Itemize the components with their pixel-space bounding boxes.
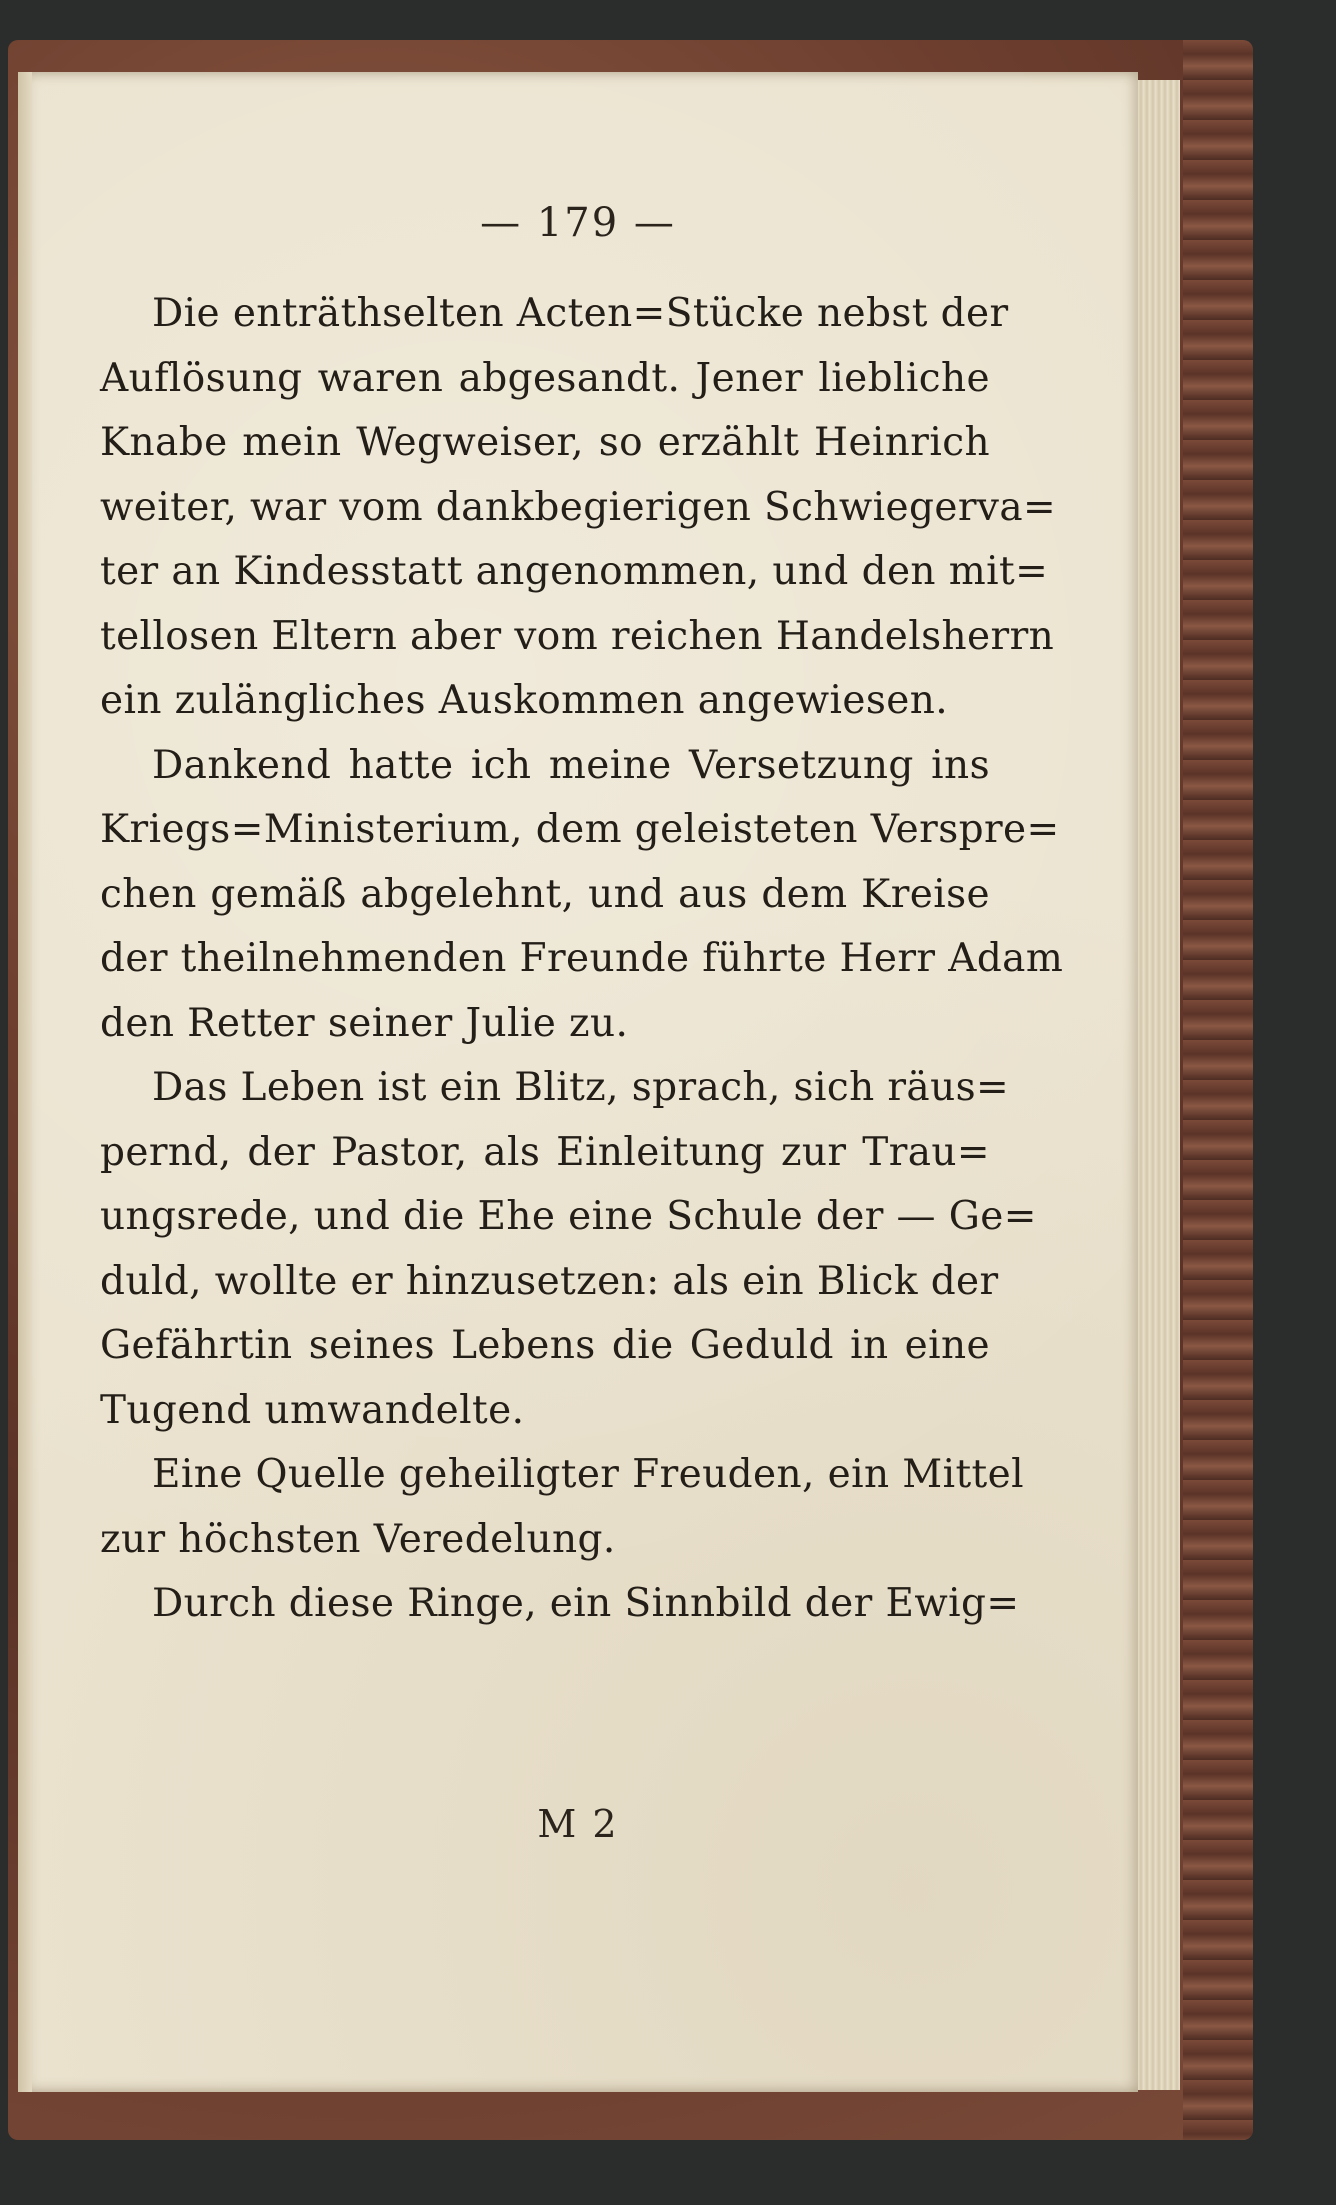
text-line: zur höchsten Veredelung.	[100, 1516, 616, 1562]
text-line: pernd, der Pastor, als Einleitung zur Trau=	[100, 1129, 990, 1175]
cover-edge	[1183, 40, 1253, 2140]
text-line: Die enträthselten Acten=Stücke nebst der	[152, 291, 1009, 336]
text-line: Auflösung waren abgesandt. Jener liebliche	[100, 355, 990, 401]
text-line: weiter, war vom dankbegierigen Schwiegerva=	[100, 484, 1057, 530]
book-page	[18, 72, 1138, 2092]
text-line: duld, wollte er hinzusetzen: als ein Blick der	[100, 1258, 999, 1304]
signature-mark: M 2	[537, 1802, 619, 1846]
text-line: Kriegs=Ministerium, dem geleisteten Verspre=	[100, 807, 1060, 852]
page-number-header: — 179 —	[480, 200, 676, 246]
text-line: chen gemäß abgelehnt, und aus dem Kreise	[100, 871, 990, 917]
text-line: den Retter seiner Julie zu.	[100, 1000, 629, 1046]
text-line: ein zulängliches Auskommen angewiesen.	[100, 678, 949, 723]
page-body-text	[100, 282, 1064, 1637]
text-line: ter an Kindesstatt angenommen, und den mit=	[100, 549, 1049, 594]
page-gutter	[18, 72, 32, 2092]
text-line: Tugend umwandelte.	[100, 1387, 525, 1433]
text-line: Gefährtin seines Lebens die Geduld in eine	[100, 1323, 990, 1368]
text-line: Knabe mein Wegweiser, so erzählt Heinrich	[100, 420, 990, 465]
text-line: Durch diese Ringe, ein Sinnbild der Ewig=	[152, 1581, 1020, 1626]
text-line: Das Leben ist ein Blitz, sprach, sich räus=	[152, 1065, 1010, 1110]
text-line: der theilnehmenden Freunde führte Herr Adam	[100, 936, 1064, 981]
text-line: tellosen Eltern aber vom reichen Handelsherrn	[100, 613, 1055, 659]
text-line: Eine Quelle geheiligter Freuden, ein Mittel	[152, 1452, 1024, 1497]
text-line: Dankend hatte ich meine Versetzung ins	[152, 742, 990, 788]
text-line: ungsrede, und die Ehe eine Schule der — Ge=	[100, 1194, 1037, 1239]
